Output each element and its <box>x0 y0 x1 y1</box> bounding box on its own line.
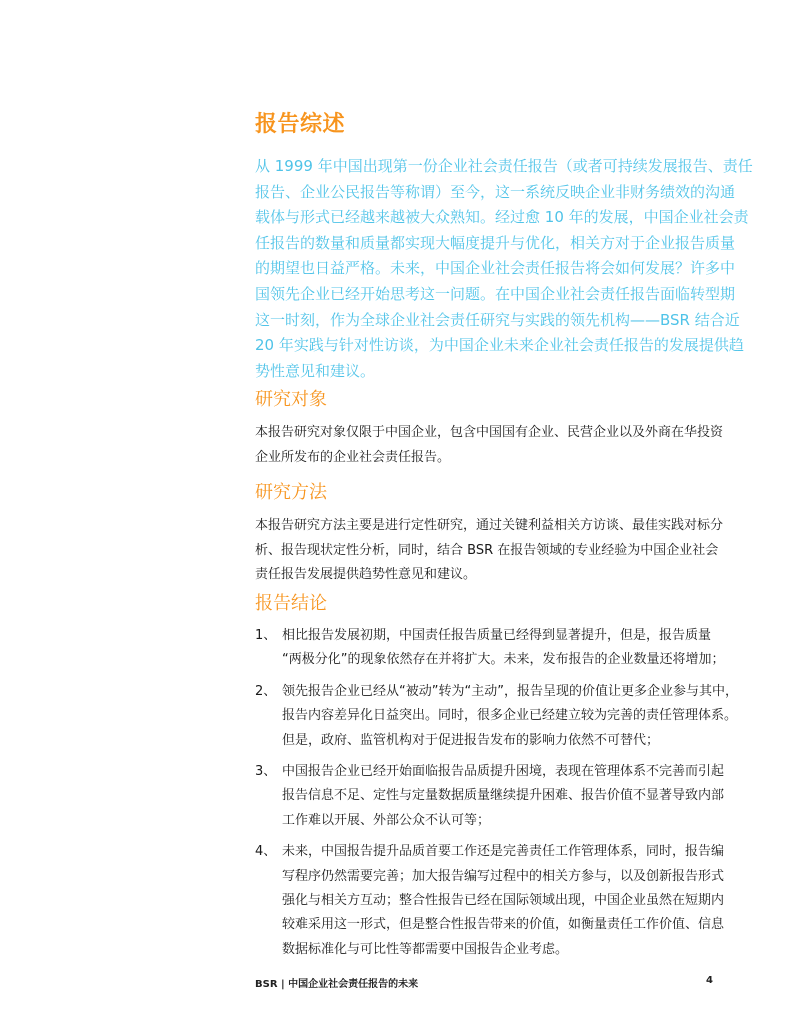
body-line: 本报告研究方法主要是进行定性研究，通过关键利益相关方访谈、最佳实践对标分 <box>255 518 724 533</box>
intro-line: 从 1999 年中国出现第一份企业社会责任报告（或者可持续发展报告、责任 <box>255 157 753 175</box>
list-item-line: 报告内容差异化日益突出。同时，很多企业已经建立较为完善的责任管理体系。 <box>282 708 738 724</box>
section-body-method <box>255 514 735 588</box>
list-item-line: 相比报告发展初期，中国责任报告质量已经得到显著提升，但是，报告质量 <box>282 628 712 643</box>
list-item-line: 报告信息不足、定性与定量数据质量继续提升困难、报告价值不显著导致内部 <box>282 788 725 804</box>
body-line: 本报告研究对象仅限于中国企业，包含中国国有企业、民营企业以及外商在华投资 <box>255 425 724 440</box>
list-item-line: 未来，中国报告提升品质首要工作还是完善责任工作管理体系，同时，报告编 <box>282 844 725 860</box>
intro-line: 的期望也日益严格。未来，中国企业社会责任报告将会如何发展？许多中 <box>255 259 736 278</box>
intro-line: 任报告的数量和质量都实现大幅度提升与优化，相关方对于企业报告质量 <box>255 233 736 252</box>
intro-paragraph <box>255 154 753 384</box>
list-item-line: 但是，政府、监管机构对于促进报告发布的影响力依然不可替代； <box>282 732 660 748</box>
page-footer: BSR | 中国企业社会责任报告的未来 <box>255 979 419 990</box>
intro-line: 载体与形式已经越来越被大众熟知。经过愈 10 年的发展，中国企业社会责 <box>255 208 749 227</box>
list-item-number: 4、 <box>255 844 277 860</box>
list-item-line: “两极分化”的现象依然存在并将扩大。未来，发布报告的企业数量还将增加； <box>282 652 725 668</box>
list-item-number: 1、 <box>255 628 277 643</box>
list-item-line: 强化与相关方互动；整合性报告已经在国际领域出现，中国企业虽然在短期内 <box>282 893 725 909</box>
conclusion-list <box>255 624 738 969</box>
list-item <box>255 840 735 962</box>
list-item <box>255 624 735 673</box>
intro-line: 这一时刻，作为全球企业社会责任研究与实践的领先机构——BSR 结合近 <box>255 310 740 329</box>
list-item-line: 中国报告企业已经开始面临报告品质提升困境，表现在管理体系不完善而引起 <box>282 764 725 780</box>
list-item-number: 2、 <box>255 683 277 699</box>
list-item-line: 领先报告企业已经从“被动”转为“主动”，报告呈现的价值让更多企业参与其中， <box>282 683 738 699</box>
list-item-line: 写程序仍然需要完善；加大报告编写过程中的相关方参与，以及创新报告形式 <box>282 868 725 884</box>
page-number: 4 <box>706 975 713 986</box>
list-item-number: 3、 <box>255 764 277 780</box>
list-item-line: 较难采用这一形式，但是整合性报告带来的价值，如衡量责任工作价值、信息 <box>282 917 725 933</box>
list-item <box>255 760 735 833</box>
intro-line: 国领先企业已经开始思考这一问题。在中国企业社会责任报告面临转型期 <box>255 284 736 303</box>
section-body-object <box>255 421 735 470</box>
intro-line: 势性意见和建议。 <box>255 361 376 380</box>
list-item-line: 工作难以开展、外部公众不认可等； <box>282 812 491 828</box>
intro-line: 报告、企业公民报告等称谓）至今，这一系统反映企业非财务绩效的沟通 <box>255 182 736 201</box>
list-item-line: 数据标准化与可比性等都需要中国报告企业考虑。 <box>282 941 569 957</box>
intro-line: 20 年实践与针对性访谈，为中国企业未来企业社会责任报告的发展提供趋 <box>255 336 744 355</box>
body-line: 责任报告发展提供趋势性意见和建议。 <box>255 567 477 582</box>
list-item <box>255 680 738 753</box>
section-heading-conclusion: 报告结论 <box>255 593 327 614</box>
section-heading-method: 研究方法 <box>255 482 327 503</box>
section-heading-object: 研究对象 <box>255 389 327 410</box>
body-line: 企业所发布的企业社会责任报告。 <box>255 449 451 465</box>
page-title: 报告综述 <box>255 112 346 137</box>
body-line: 析、报告现状定性分析，同时，结合 BSR 在报告领域的专业经验为中国企业社会 <box>255 542 719 558</box>
